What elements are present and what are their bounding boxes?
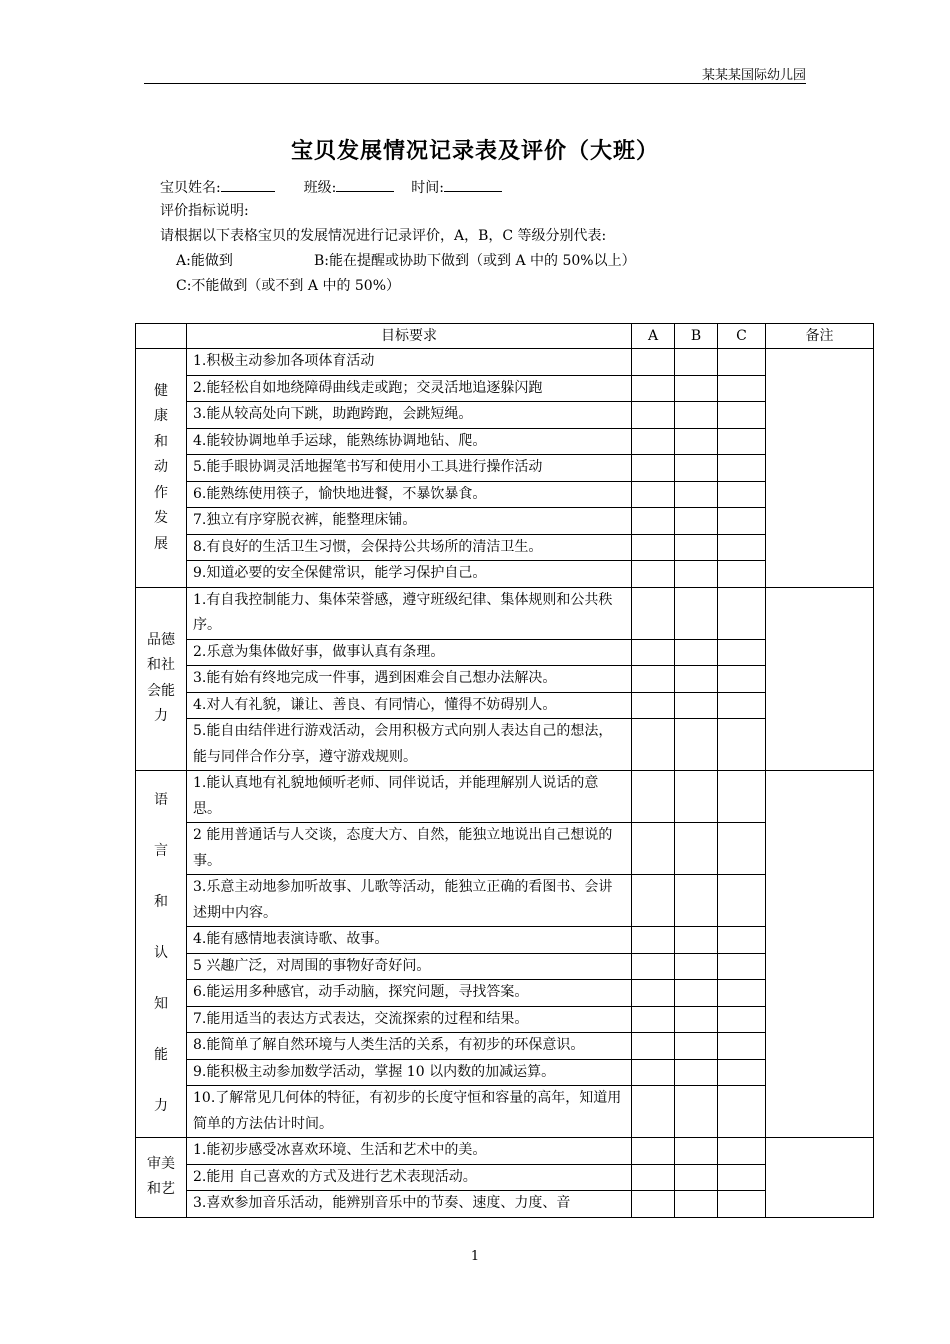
header-c: C <box>718 324 766 349</box>
grade-a-cell[interactable] <box>632 1006 675 1033</box>
table-row <box>136 1033 874 1060</box>
note-cell[interactable] <box>766 349 874 588</box>
table-row <box>136 1138 874 1165</box>
evaluation-table <box>135 323 874 1218</box>
grade-a-cell[interactable] <box>632 587 675 639</box>
grade-b-cell[interactable] <box>675 455 718 482</box>
header-category <box>136 324 187 349</box>
category-cell: 品德 和社 会能 力 <box>136 587 187 771</box>
grade-c-cell[interactable] <box>718 587 766 639</box>
grade-b-cell[interactable] <box>675 508 718 535</box>
grade-a-cell[interactable] <box>632 508 675 535</box>
grade-c-cell[interactable] <box>718 1086 766 1138</box>
grade-c-cell[interactable] <box>718 481 766 508</box>
info-line <box>160 177 502 198</box>
grade-b-cell[interactable] <box>675 1006 718 1033</box>
table-row <box>136 508 874 535</box>
grade-b-cell[interactable] <box>675 1191 718 1218</box>
grade-c-cell[interactable] <box>718 508 766 535</box>
note-cell[interactable] <box>766 1138 874 1218</box>
goal-item: 6.能运用多种感官，动手动脑，探究问题，寻找答案。 <box>187 980 632 1007</box>
goal-item: 2 能用普通话与人交谈，态度大方、自然，能独立地说出自己想说的事。 <box>187 823 632 875</box>
goal-item: 2.能轻松自如地绕障碍曲线走或跑；交灵活地追逐躲闪跑 <box>187 375 632 402</box>
grade-a-cell[interactable] <box>632 1138 675 1165</box>
grade-c-cell[interactable] <box>718 534 766 561</box>
header-b: B <box>675 324 718 349</box>
header-a: A <box>632 324 675 349</box>
grade-a-cell[interactable] <box>632 428 675 455</box>
grade-c-cell[interactable] <box>718 561 766 588</box>
grade-a-cell[interactable] <box>632 1191 675 1218</box>
grade-a-cell[interactable] <box>632 349 675 376</box>
grade-a-cell[interactable] <box>632 666 675 693</box>
grade-c-cell[interactable] <box>718 639 766 666</box>
grade-b-cell[interactable] <box>675 1033 718 1060</box>
level-c-text: C:不能做到（或不到 A 中的 50%） <box>176 278 401 294</box>
grade-b-cell[interactable] <box>675 875 718 927</box>
name-label: 宝贝姓名: <box>160 180 221 196</box>
goal-item: 2.乐意为集体做好事，做事认真有条理。 <box>187 639 632 666</box>
grade-c-cell[interactable] <box>718 927 766 954</box>
table-header-row <box>136 324 874 349</box>
grade-c-cell[interactable] <box>718 1006 766 1033</box>
grade-a-cell[interactable] <box>632 1086 675 1138</box>
grade-a-cell[interactable] <box>632 561 675 588</box>
goal-item: 6.能熟练使用筷子，愉快地进餐，不暴饮暴食。 <box>187 481 632 508</box>
grade-a-cell[interactable] <box>632 927 675 954</box>
grade-b-cell[interactable] <box>675 534 718 561</box>
goal-item: 1.能初步感受冰喜欢环境、生活和艺术中的美。 <box>187 1138 632 1165</box>
grade-b-cell[interactable] <box>675 980 718 1007</box>
grade-c-cell[interactable] <box>718 719 766 771</box>
grade-b-cell[interactable] <box>675 375 718 402</box>
grade-b-cell[interactable] <box>675 1086 718 1138</box>
goal-item: 5.能手眼协调灵活地握笔书写和使用小工具进行操作活动 <box>187 455 632 482</box>
grade-b-cell[interactable] <box>675 927 718 954</box>
grade-a-cell[interactable] <box>632 692 675 719</box>
grade-b-cell[interactable] <box>675 1164 718 1191</box>
grade-b-cell[interactable] <box>675 428 718 455</box>
class-field[interactable] <box>336 177 394 192</box>
grade-c-cell[interactable] <box>718 455 766 482</box>
table-row <box>136 428 874 455</box>
table-row <box>136 875 874 927</box>
grade-b-cell[interactable] <box>675 481 718 508</box>
grade-a-cell[interactable] <box>632 771 675 823</box>
goal-item: 3.乐意主动地参加听故事、儿歌等活动，能独立正确的看图书、会讲述期中内容。 <box>187 875 632 927</box>
table-row <box>136 561 874 588</box>
goal-item: 1.能认真地有礼貌地倾听老师、同伴说话，并能理解别人说话的意思。 <box>187 771 632 823</box>
grade-a-cell[interactable] <box>632 639 675 666</box>
category-cell: 审美 和艺 <box>136 1138 187 1218</box>
class-label: 班级: <box>303 180 337 196</box>
grade-b-cell[interactable] <box>675 771 718 823</box>
grade-b-cell[interactable] <box>675 823 718 875</box>
goal-item: 1.积极主动参加各项体育活动 <box>187 349 632 376</box>
table-row <box>136 980 874 1007</box>
grade-c-cell[interactable] <box>718 823 766 875</box>
goal-item: 10.了解常见几何体的特征，有初步的长度守恒和容量的高年，知道用简单的方法估计时间。 <box>187 1086 632 1138</box>
table-row <box>136 402 874 429</box>
goal-item: 5.能自由结伴进行游戏活动，会用积极方式向别人表达自己的想法，能与同伴合作分享，遵守游戏规则。 <box>187 719 632 771</box>
goal-item: 7.独立有序穿脱衣裤，能整理床铺。 <box>187 508 632 535</box>
grade-c-cell[interactable] <box>718 1033 766 1060</box>
table-row <box>136 587 874 639</box>
category-cell: 健 康 和 动 作 发 展 <box>136 349 187 588</box>
header-note: 备注 <box>766 324 874 349</box>
goal-item: 3.能有始有终地完成一件事，遇到困难会自己想办法解决。 <box>187 666 632 693</box>
grade-c-cell[interactable] <box>718 875 766 927</box>
table-row <box>136 823 874 875</box>
name-field[interactable] <box>221 177 275 192</box>
grade-a-cell[interactable] <box>632 1059 675 1086</box>
grade-b-cell[interactable] <box>675 719 718 771</box>
table-row <box>136 1191 874 1218</box>
table-row <box>136 481 874 508</box>
grade-b-cell[interactable] <box>675 561 718 588</box>
header-goal: 目标要求 <box>187 324 632 349</box>
grade-b-cell[interactable] <box>675 692 718 719</box>
header-organization: 某某某国际幼儿园 <box>701 68 806 83</box>
goal-item: 3.能从较高处向下跳，助跑跨跑，会跳短绳。 <box>187 402 632 429</box>
grade-c-cell[interactable] <box>718 953 766 980</box>
grade-c-cell[interactable] <box>718 375 766 402</box>
grade-a-cell[interactable] <box>632 1033 675 1060</box>
goal-item: 9.能积极主动参加数学活动，掌握 10 以内数的加减运算。 <box>187 1059 632 1086</box>
table-row <box>136 639 874 666</box>
table-row <box>136 927 874 954</box>
grade-a-cell[interactable] <box>632 719 675 771</box>
header-divider <box>144 83 806 84</box>
table-row <box>136 1059 874 1086</box>
grade-a-cell[interactable] <box>632 823 675 875</box>
table-row <box>136 771 874 823</box>
page-title: 宝贝发展情况记录表及评价（大班） <box>290 138 659 164</box>
goal-item: 4.能有感情地表演诗歌、故事。 <box>187 927 632 954</box>
table-row <box>136 953 874 980</box>
grade-a-cell[interactable] <box>632 375 675 402</box>
grade-b-cell[interactable] <box>675 1138 718 1165</box>
table-row <box>136 1006 874 1033</box>
grade-c-cell[interactable] <box>718 1164 766 1191</box>
grade-c-cell[interactable] <box>718 428 766 455</box>
table-row <box>136 534 874 561</box>
grade-c-cell[interactable] <box>718 666 766 693</box>
goal-item: 8.有良好的生活卫生习惯，会保持公共场所的清洁卫生。 <box>187 534 632 561</box>
note-cell[interactable] <box>766 771 874 1138</box>
grade-b-cell[interactable] <box>675 587 718 639</box>
goal-item: 3.喜欢参加音乐活动，能辨别音乐中的节奏、速度、力度、音 <box>187 1191 632 1218</box>
grade-b-cell[interactable] <box>675 349 718 376</box>
grade-c-cell[interactable] <box>718 1191 766 1218</box>
goal-item: 7.能用适当的表达方式表达，交流探索的过程和结果。 <box>187 1006 632 1033</box>
table-row <box>136 1086 874 1138</box>
grade-b-cell[interactable] <box>675 1059 718 1086</box>
table-row <box>136 455 874 482</box>
grade-b-cell[interactable] <box>675 666 718 693</box>
grade-a-cell[interactable] <box>632 455 675 482</box>
goal-item: 4.对人有礼貌，谦让、善良、有同情心，懂得不妨碍别人。 <box>187 692 632 719</box>
table-row <box>136 719 874 771</box>
instruction-text: 请根据以下表格宝贝的发展情况进行记录评价，A，B，C 等级分别代表: <box>160 228 607 244</box>
grade-a-cell[interactable] <box>632 534 675 561</box>
grade-a-cell[interactable] <box>632 481 675 508</box>
goal-item: 4.能较协调地单手运球，能熟练协调地钻、爬。 <box>187 428 632 455</box>
level-b-text: B:能在提醒或协助下做到（或到 A 中的 50%以上） <box>314 253 636 269</box>
goal-item: 5 兴趣广泛，对周围的事物好奇好问。 <box>187 953 632 980</box>
table-row <box>136 692 874 719</box>
grade-a-cell[interactable] <box>632 980 675 1007</box>
time-label: 时间: <box>411 180 444 196</box>
goal-item: 2.能用 自己喜欢的方式及进行艺术表现活动。 <box>187 1164 632 1191</box>
goal-item: 9.知道必要的安全保健常识，能学习保护自己。 <box>187 561 632 588</box>
grade-a-cell[interactable] <box>632 953 675 980</box>
table-row <box>136 375 874 402</box>
grade-c-cell[interactable] <box>718 402 766 429</box>
grade-c-cell[interactable] <box>718 349 766 376</box>
time-field[interactable] <box>444 177 502 192</box>
grade-a-cell[interactable] <box>632 402 675 429</box>
category-cell: 语 言 和 认 知 能 力 <box>136 771 187 1138</box>
page-number: 1 <box>470 1249 480 1264</box>
goal-item: 8.能简单了解自然环境与人类生活的关系，有初步的环保意识。 <box>187 1033 632 1060</box>
grade-a-cell[interactable] <box>632 875 675 927</box>
grade-c-cell[interactable] <box>718 1138 766 1165</box>
grade-a-cell[interactable] <box>632 1164 675 1191</box>
table-row <box>136 349 874 376</box>
grade-c-cell[interactable] <box>718 980 766 1007</box>
grade-b-cell[interactable] <box>675 953 718 980</box>
criteria-label: 评价指标说明: <box>160 203 249 219</box>
level-a-text: A:能做到 <box>176 253 233 269</box>
grade-b-cell[interactable] <box>675 639 718 666</box>
table-row <box>136 1164 874 1191</box>
grade-c-cell[interactable] <box>718 692 766 719</box>
table-row <box>136 666 874 693</box>
note-cell[interactable] <box>766 587 874 771</box>
grade-c-cell[interactable] <box>718 1059 766 1086</box>
table-body <box>136 349 874 1218</box>
goal-item: 1.有自我控制能力、集体荣誉感，遵守班级纪律、集体规则和公共秩序。 <box>187 587 632 639</box>
grade-b-cell[interactable] <box>675 402 718 429</box>
grade-c-cell[interactable] <box>718 771 766 823</box>
